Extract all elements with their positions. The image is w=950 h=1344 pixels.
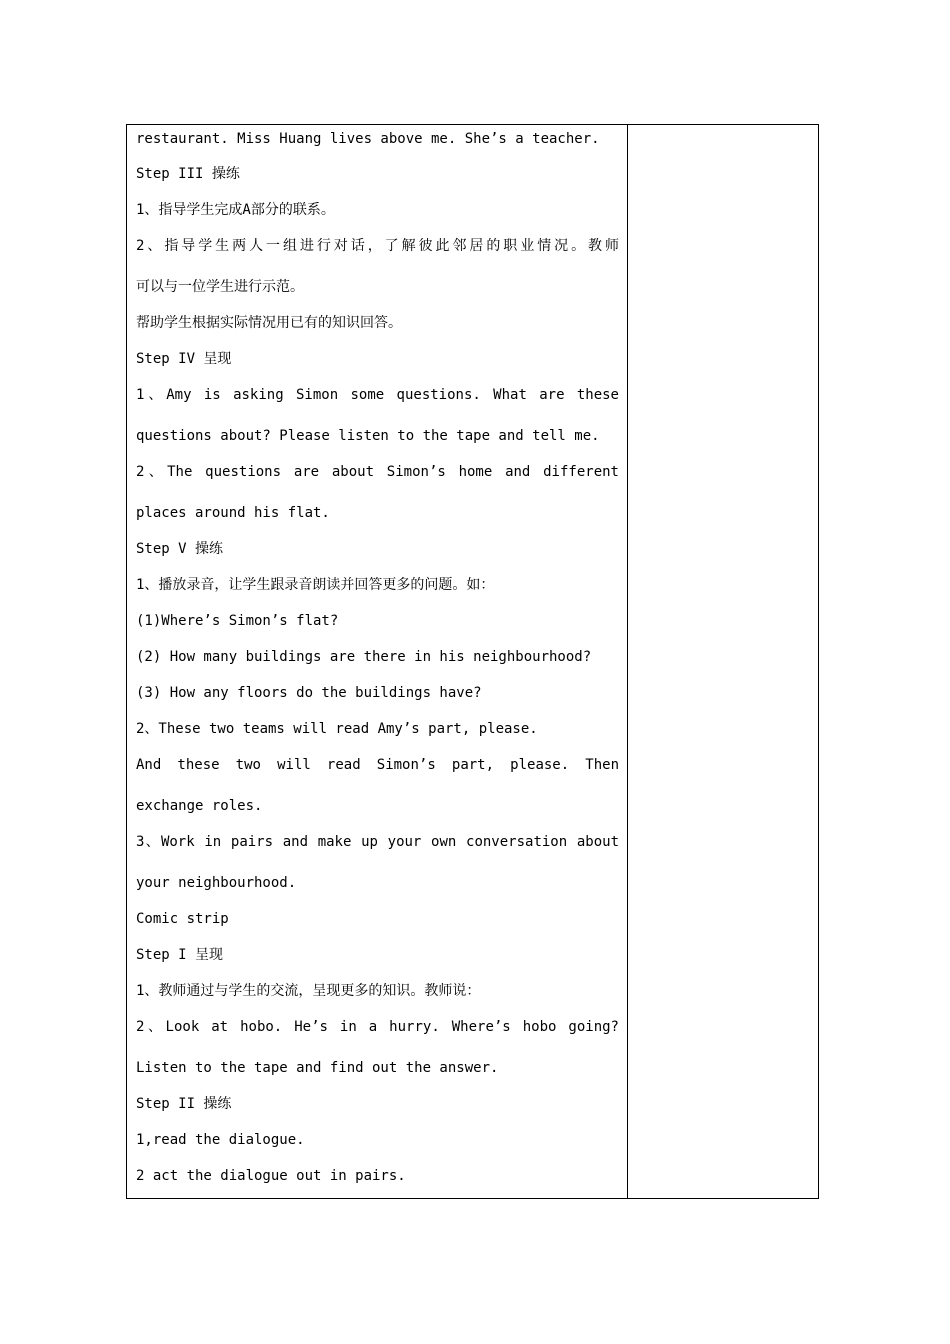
text-line: questions about? Please listen to the tape and tell me. [136,428,600,444]
text-line: 可以与一位学生进行示范。 [136,279,304,295]
step-heading: Step IV 呈现 [136,351,232,367]
step-heading: Step II 操练 [136,1096,232,1112]
section-heading: Comic strip [136,911,229,927]
text-line: 1、指导学生完成A部分的联系。 [136,202,335,218]
text-line: 1、播放录音，让学生跟录音朗读并回答更多的问题。如： [136,577,495,593]
text-line: 2 act the dialogue out in pairs. [136,1168,406,1184]
teaching-steps-cell [127,125,628,1198]
text-line: (2) How many buildings are there in his neighbourhood? [136,649,592,665]
text-line: 1、Amy is asking Simon some questions. What are these [136,387,619,403]
text-line: 2、指导学生两人一组进行对话，了解彼此邻居的职业情况。教师 [136,238,619,254]
text-line: 帮助学生根据实际情况用已有的知识回答。 [136,315,402,331]
text-line: 1,read the dialogue. [136,1132,305,1148]
text-line: 2、The questions are about Simon’s home and different [136,464,619,480]
step-heading: Step I 呈现 [136,947,224,963]
text-line: your neighbourhood. [136,875,297,891]
lesson-plan-table [126,124,819,1199]
text-line: 2、Look at hobo. He’s in a hurry. Where’s hobo going? [136,1019,619,1035]
text-line: Listen to the tape and find out the answer. [136,1060,499,1076]
text-line: 3、Work in pairs and make up your own conversation about [136,834,619,850]
text-line: And these two will read Simon’s part, please. Then [136,757,619,773]
text-line: 2、These two teams will read Amy’s part, please. [136,721,538,737]
notes-cell [628,125,818,1198]
step-heading: Step V 操练 [136,541,224,557]
text-line: exchange roles. [136,798,263,814]
text-line: 1、教师通过与学生的交流，呈现更多的知识。教师说： [136,983,481,999]
text-line: places around his flat. [136,505,330,521]
text-line: (3) How any floors do the buildings have? [136,685,482,701]
text-line: (1)Where’s Simon’s flat? [136,613,339,629]
step-heading: Step III 操练 [136,166,240,182]
text-line: restaurant. Miss Huang lives above me. She’s a teacher. [136,131,600,147]
